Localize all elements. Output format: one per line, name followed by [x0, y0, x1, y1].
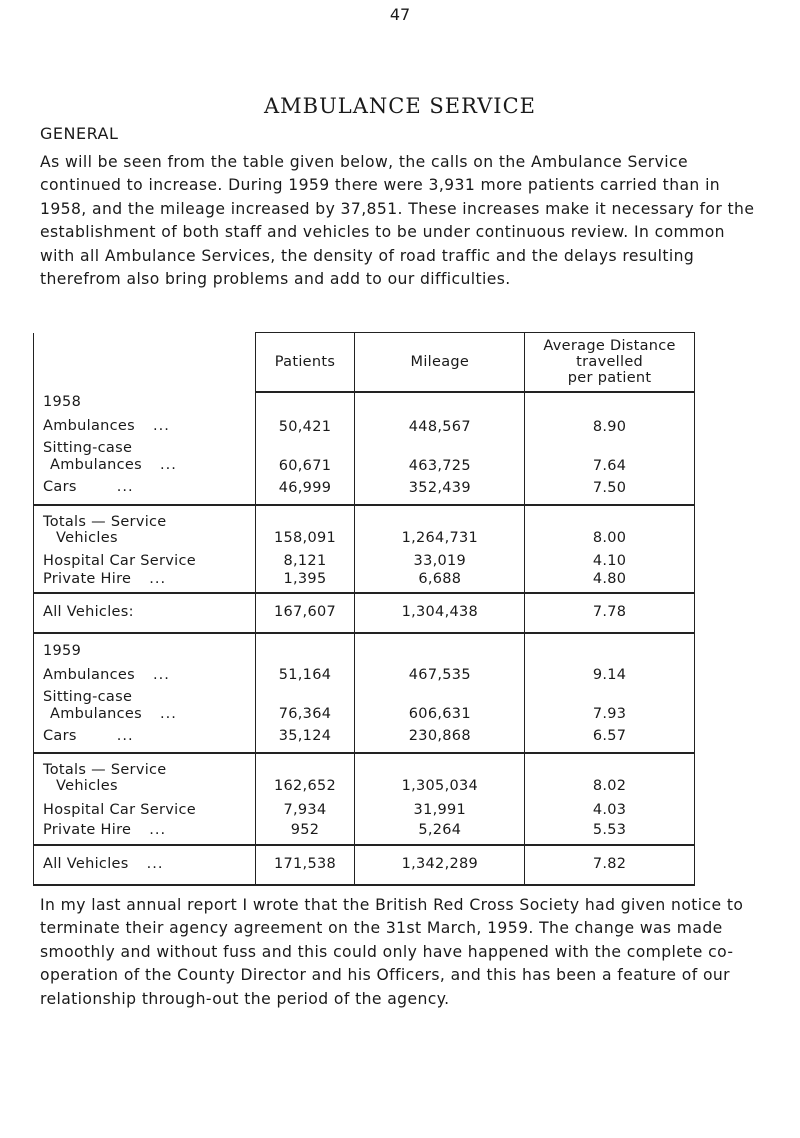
header-mileage: Mileage [355, 333, 525, 393]
patients-private-hire-1959: 952 [290, 822, 320, 838]
patients-private-hire-1958: 1,395 [283, 571, 327, 587]
section-1958-totals [34, 505, 695, 593]
average-hospital-car-1959: 4.03 [592, 802, 627, 818]
leader-dots: ... [116, 479, 134, 495]
patients-cars-1958: 46,999 [278, 480, 332, 496]
leader-dots: ... [160, 706, 177, 722]
label-ambulances-1958: Ambulances [43, 418, 135, 434]
mileage-all-vehicles-1958: 1,304,438 [401, 604, 479, 620]
ambulance-statistics-table [33, 332, 695, 886]
mileage-cars-1958: 352,439 [408, 480, 471, 496]
label-all-vehicles-1958: All Vehicles: [43, 604, 134, 620]
average-totals-1958: 8.00 [592, 530, 627, 546]
red-cross-paragraph: In my last annual report I wrote that the British Red Cross Society had given notice to terminate their agency agreement on the 31st March, 1959. The change was made smoothly and without fuss and this could only have happened with the complete co-operation of the County Director and his Officers, and this has been a feature of our relationship through-out the period of the agency. [40, 896, 744, 1008]
header-blank-cell [34, 333, 256, 393]
leader-dots: ... [153, 667, 170, 683]
mileage-hospital-car-1959: 31,991 [413, 802, 467, 818]
patients-all-vehicles-1958: 167,607 [273, 604, 337, 620]
label-sitting-case-1959: Sitting-case [43, 689, 133, 705]
year-1959-label: 1959 [43, 643, 82, 659]
leader-dots: ... [149, 822, 167, 838]
leader-dots: ... [160, 457, 177, 473]
label-sitting-ambulances-1958: Ambulances [50, 457, 142, 473]
patients-totals-1958: 158,091 [273, 530, 337, 546]
label-private-hire-1958: Private Hire [43, 571, 132, 587]
label-hospital-car-1958: Hospital Car Service [43, 553, 196, 569]
patients-sitting-case-1958: 60,671 [278, 458, 332, 474]
label-totals-1959: Totals — Service [43, 762, 167, 778]
patients-hospital-car-1959: 7,934 [283, 802, 327, 818]
section-title: AMBULANCE SERVICE [264, 94, 536, 118]
label-cars-1958: Cars [43, 479, 77, 495]
patients-sitting-case-1959: 76,364 [278, 706, 332, 722]
leader-dots: ... [146, 856, 164, 872]
label-all-vehicles-1959: All Vehicles [43, 856, 129, 872]
average-ambulances-1958: 8.90 [592, 419, 627, 435]
mileage-private-hire-1958: 6,688 [418, 571, 462, 587]
label-sitting-ambulances-1959: Ambulances [50, 706, 142, 722]
patients-totals-1959: 162,652 [273, 778, 337, 794]
average-hospital-car-1958: 4.10 [592, 553, 627, 569]
leader-dots: ... [153, 418, 170, 434]
year-1958-label: 1958 [43, 394, 82, 410]
leader-dots: ... [116, 728, 134, 744]
patients-cars-1959: 35,124 [278, 728, 332, 744]
label-totals-vehicles-1958: Vehicles [56, 530, 118, 546]
average-cars-1958: 7.50 [592, 480, 627, 496]
label-private-hire-1959: Private Hire [43, 822, 132, 838]
mileage-totals-1959: 1,305,034 [401, 778, 479, 794]
average-private-hire-1959: 5.53 [592, 822, 627, 838]
patients-hospital-car-1958: 8,121 [283, 553, 327, 569]
average-all-vehicles-1958: 7.78 [592, 604, 627, 620]
patients-ambulances-1958: 50,421 [278, 419, 332, 435]
label-ambulances-1959: Ambulances [43, 667, 135, 683]
mileage-private-hire-1959: 5,264 [418, 822, 462, 838]
mileage-ambulances-1959: 467,535 [408, 667, 471, 683]
average-sitting-case-1958: 7.64 [592, 458, 627, 474]
mileage-sitting-case-1959: 606,631 [408, 706, 471, 722]
label-cars-1959: Cars [43, 728, 77, 744]
header-row [34, 333, 695, 393]
leader-dots: ... [149, 571, 167, 587]
header-average-line1: Average Distance [543, 338, 676, 354]
section-1958-all-vehicles [34, 593, 695, 633]
mileage-ambulances-1958: 448,567 [408, 419, 471, 435]
label-totals-1958: Totals — Service [43, 514, 167, 530]
header-average-line3: per patient [567, 370, 652, 386]
section-1959-all-vehicles [34, 845, 695, 885]
header-average-distance [525, 333, 695, 393]
page-number: 47 [389, 5, 411, 24]
label-hospital-car-1959: Hospital Car Service [43, 802, 196, 818]
patients-ambulances-1959: 51,164 [278, 667, 332, 683]
mileage-totals-1958: 1,264,731 [401, 530, 479, 546]
section-1958-vehicles [34, 392, 695, 505]
mileage-hospital-car-1958: 33,019 [413, 553, 467, 569]
mileage-all-vehicles-1959: 1,342,289 [401, 856, 479, 872]
subheading-general: GENERAL [40, 124, 119, 143]
mileage-cars-1959: 230,868 [408, 728, 471, 744]
mileage-sitting-case-1958: 463,725 [408, 458, 471, 474]
average-private-hire-1958: 4.80 [592, 571, 627, 587]
label-totals-vehicles-1959: Vehicles [56, 778, 118, 794]
average-sitting-case-1959: 7.93 [592, 706, 627, 722]
intro-paragraph: As will be seen from the table given below, the calls on the Ambulance Service continued to increase. During 1959 there were 3,931 more patients carried than in 1958, and the mileage increased by 37,851. These increases make it necessary for the establishment of both staff and vehicles to be under continuous review. In common with all Ambulance Services, the density of road traffic and the delays resulting therefrom also bring problems and add to our difficulties. [40, 153, 755, 289]
average-all-vehicles-1959: 7.82 [592, 856, 627, 872]
average-ambulances-1959: 9.14 [592, 667, 627, 683]
header-average-line2: travelled [576, 354, 644, 370]
section-1959-totals [34, 753, 695, 845]
section-1959-vehicles [34, 633, 695, 753]
patients-all-vehicles-1959: 171,538 [273, 856, 337, 872]
average-totals-1959: 8.02 [592, 778, 627, 794]
average-cars-1959: 6.57 [592, 728, 627, 744]
label-sitting-case-1958: Sitting-case [43, 440, 133, 456]
header-patients: Patients [255, 333, 355, 393]
